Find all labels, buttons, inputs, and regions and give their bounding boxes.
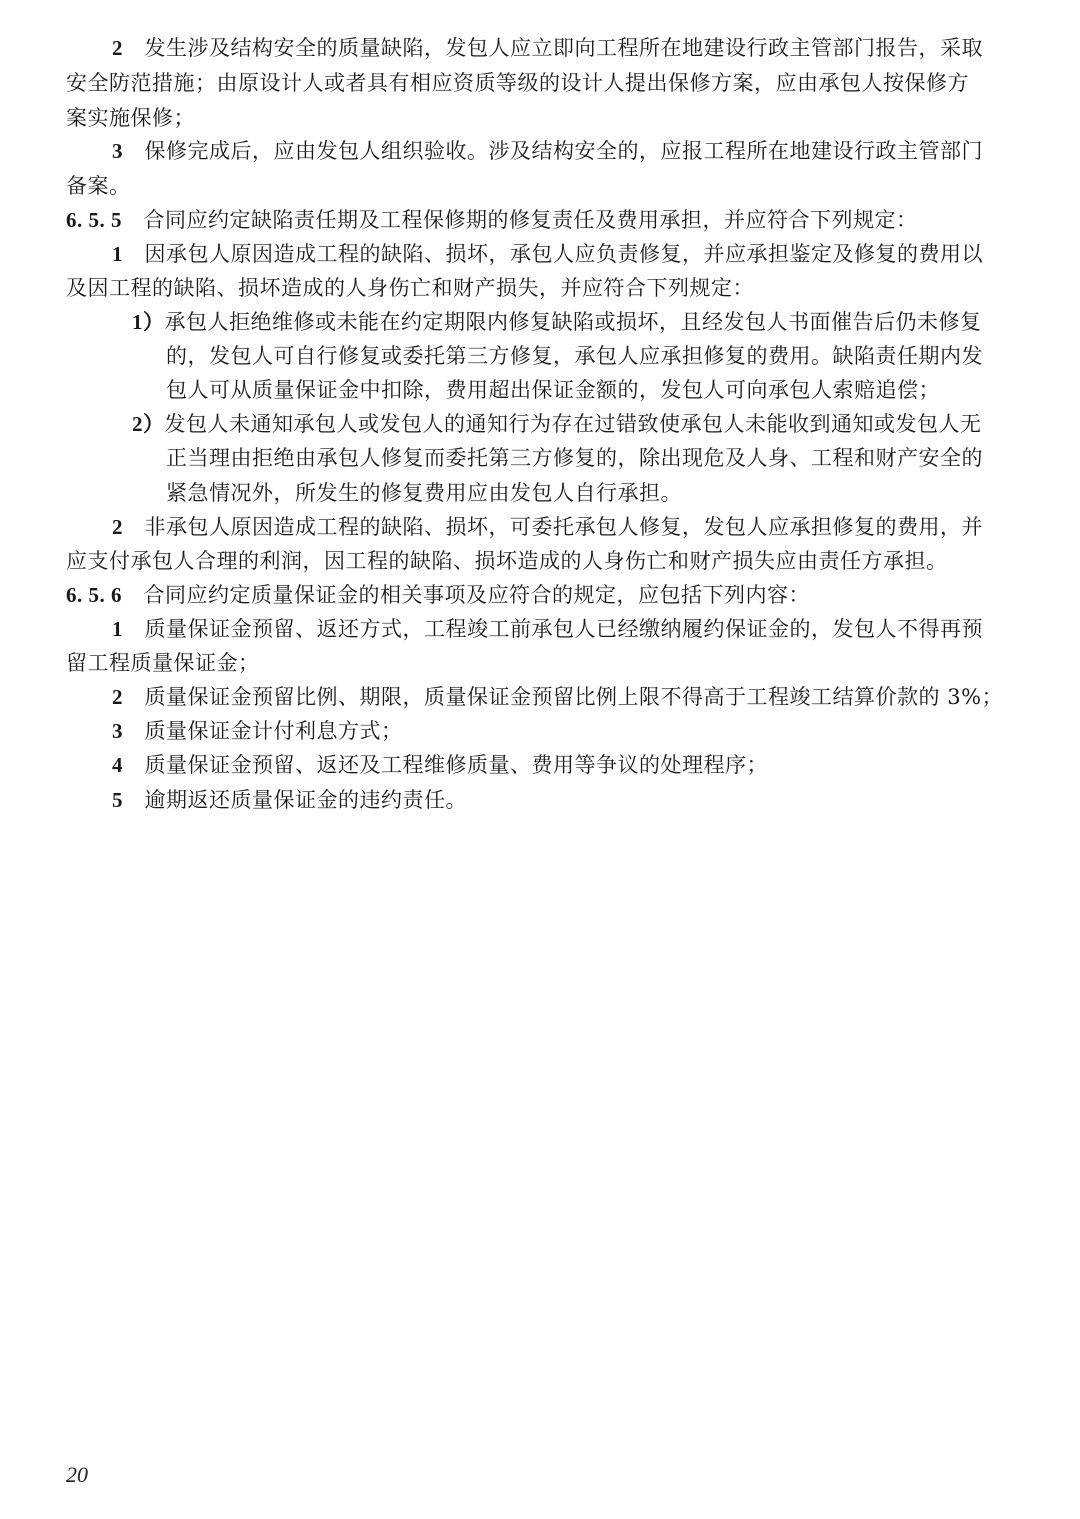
text-line	[112, 679, 1003, 715]
line-text: 保修完成后，应由发包人组织验收。涉及结构安全的，应报工程所在地建设行政主管部门	[144, 139, 984, 163]
text-line	[112, 509, 983, 545]
section-number: 6. 5. 5	[66, 208, 122, 232]
line-text: 质量保证金预留、返还及工程维修质量、费用等争议的处理程序；	[144, 753, 769, 777]
text-line	[112, 782, 467, 818]
line-text: 留工程质量保证金；	[66, 651, 260, 675]
text-line	[112, 611, 983, 647]
line-text: 紧急情况外，所发生的修复费用应由发包人自行承担。	[166, 481, 682, 505]
line-text: 质量保证金预留比例、期限，质量保证金预留比例上限不得高于工程竣工结算价款的 3%；	[144, 685, 1004, 709]
line-text: 备案。	[66, 174, 131, 198]
line-text: 合同应约定缺陷责任期及工程保修期的修复责任及费用承担，并应符合下列规定：	[143, 208, 918, 232]
line-text: 逾期返还质量保证金的违约责任。	[144, 788, 468, 812]
line-text: 的，发包人可自行修复或委托第三方修复，承包人应承担修复的费用。缺陷责任期内发	[166, 344, 983, 368]
line-text: 质量保证金计付利息方式；	[144, 719, 403, 743]
sub-item-number: 1）	[132, 310, 165, 334]
text-line	[66, 168, 131, 204]
line-text: 安全防范措施；由原设计人或者具有相应资质等级的设计人提出保修方案，应由承包人按保修方	[66, 71, 969, 95]
item-number: 1	[112, 242, 123, 266]
line-text: 应支付承包人合理的利润，因工程的缺陷、损坏造成的人身伤亡和财产损失应由责任方承担。	[66, 549, 948, 573]
line-text: 正当理由拒绝由承包人修复而委托第三方修复的，除出现危及人身、工程和财产安全的	[166, 446, 983, 470]
item-number: 2	[112, 36, 123, 60]
text-line	[132, 406, 982, 442]
section-number: 6. 5. 6	[66, 583, 122, 607]
page-number: 20	[66, 1462, 88, 1487]
text-line	[112, 713, 403, 749]
item-number: 1	[112, 617, 123, 641]
line-text: 发生涉及结构安全的质量缺陷，发包人应立即向工程所在地建设行政主管部门报告，采取	[144, 36, 984, 60]
line-text: 非承包人原因造成工程的缺陷、损坏，可委托承包人修复，发包人应承担修复的费用，并	[144, 515, 984, 539]
text-line	[112, 30, 983, 66]
text-line	[66, 645, 260, 681]
text-line	[66, 543, 948, 579]
item-number: 2	[112, 515, 123, 539]
section-heading	[66, 202, 918, 238]
text-line	[66, 270, 754, 306]
line-text: 承包人拒绝维修或未能在约定期限内修复缺陷或损坏，且经发包人书面催告后仍未修复	[164, 310, 982, 334]
text-line	[166, 338, 983, 374]
item-number: 4	[112, 753, 123, 777]
line-text: 发包人未通知承包人或发包人的通知行为存在过错致使承包人未能收到通知或发包人无	[164, 412, 982, 436]
item-number: 3	[112, 719, 123, 743]
line-text: 因承包人原因造成工程的缺陷、损坏，承包人应负责修复，并应承担鉴定及修复的费用以	[144, 242, 984, 266]
text-line	[166, 372, 940, 408]
text-line	[66, 65, 969, 101]
text-line	[112, 133, 983, 169]
line-text: 及因工程的缺陷、损坏造成的人身伤亡和财产损失，并应符合下列规定：	[66, 276, 754, 300]
text-line	[112, 236, 983, 272]
item-number: 2	[112, 685, 123, 709]
line-text: 案实施保修；	[66, 106, 195, 130]
line-text: 包人可从质量保证金中扣除，费用超出保证金额的，发包人可向承包人索赔追偿；	[166, 378, 940, 402]
text-line	[132, 304, 982, 340]
text-line	[166, 475, 682, 511]
item-number: 3	[112, 139, 123, 163]
text-line	[66, 100, 195, 136]
item-number: 5	[112, 788, 123, 812]
text-line	[166, 440, 983, 476]
text-line	[112, 747, 768, 783]
section-heading	[66, 577, 810, 613]
line-text: 合同应约定质量保证金的相关事项及应符合的规定，应包括下列内容：	[143, 583, 811, 607]
sub-item-number: 2）	[132, 412, 165, 436]
line-text: 质量保证金预留、返还方式，工程竣工前承包人已经缴纳履约保证金的，发包人不得再预	[144, 617, 984, 641]
